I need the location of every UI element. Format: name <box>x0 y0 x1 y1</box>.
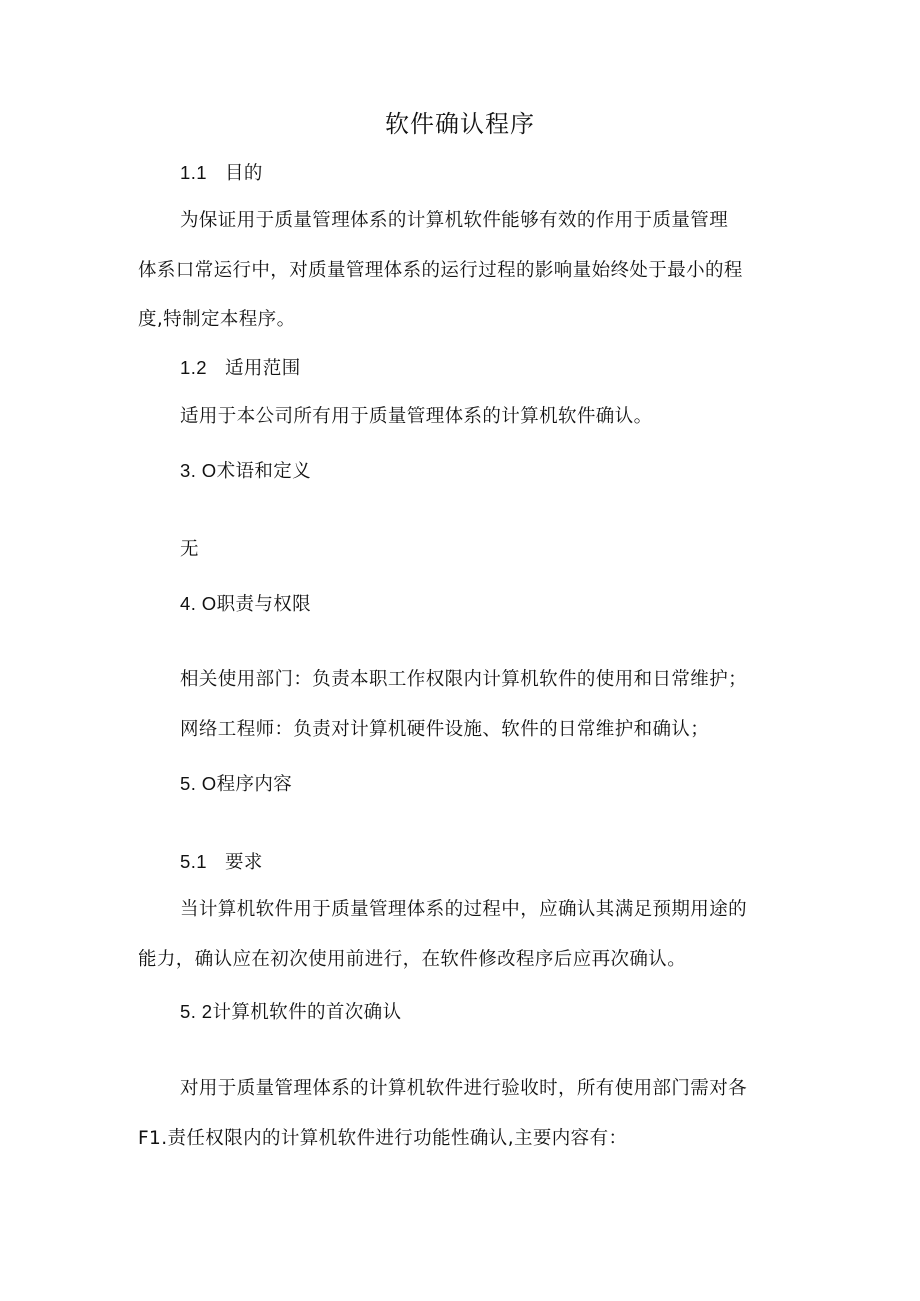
section-5-1-heading <box>180 849 263 876</box>
paragraph-first-validation-line-1: 对用于质量管理体系的计算机软件进行验收时，所有使用部门需对各 <box>180 1078 748 1099</box>
section-number: 1.1 <box>180 162 207 183</box>
section-3-heading <box>180 458 311 485</box>
paragraph-requirements-line-2: 能力，确认应在初次使用前进行，在软件修改程序后应再次确认。 <box>138 949 687 970</box>
document-title: 软件确认程序 <box>385 110 535 138</box>
section-1-2-heading <box>180 355 301 382</box>
section-1-1-heading <box>180 160 263 187</box>
paragraph-purpose-line-3: 度,特制定本程序。 <box>138 309 296 330</box>
paragraph-terms-line-1: 无 <box>180 539 199 560</box>
section-number: 5. 2 <box>180 1001 213 1022</box>
paragraph-purpose-line-1: 为保证用于质量管理体系的计算机软件能够有效的作用于质量管理 <box>180 210 729 231</box>
section-5-heading <box>180 771 292 798</box>
section-label: 职责与权限 <box>216 594 312 615</box>
section-label: 术语和定义 <box>216 461 312 482</box>
paragraph-duties-line-1: 相关使用部门：负责本职工作权限内计算机软件的使用和日常维护； <box>180 669 748 690</box>
section-4-heading <box>180 591 311 618</box>
section-label: 适用范围 <box>225 358 301 379</box>
paragraph-first-validation-line-2: F1.责任权限内的计算机软件进行功能性确认,主要内容有： <box>138 1128 628 1149</box>
section-number: 5.1 <box>180 851 207 872</box>
section-number: 4. O <box>180 593 217 614</box>
section-label: 计算机软件的首次确认 <box>212 1002 402 1023</box>
paragraph-duties-line-2: 网络工程师：负责对计算机硬件设施、软件的日常维护和确认； <box>180 719 710 740</box>
paragraph-scope-line-1: 适用于本公司所有用于质量管理体系的计算机软件确认。 <box>180 406 653 427</box>
section-number: 3. O <box>180 460 217 481</box>
section-5-2-heading <box>180 999 401 1026</box>
paragraph-requirements-line-1: 当计算机软件用于质量管理体系的过程中，应确认其满足预期用途的 <box>180 899 748 920</box>
section-number: 5. O <box>180 773 217 794</box>
section-label: 要求 <box>225 852 263 873</box>
section-number: 1.2 <box>180 357 207 378</box>
section-label: 程序内容 <box>216 774 293 795</box>
paragraph-purpose-line-2: 体系口常运行中，对质量管理体系的运行过程的影响量始终处于最小的程 <box>138 260 743 281</box>
section-label: 目的 <box>225 163 263 184</box>
